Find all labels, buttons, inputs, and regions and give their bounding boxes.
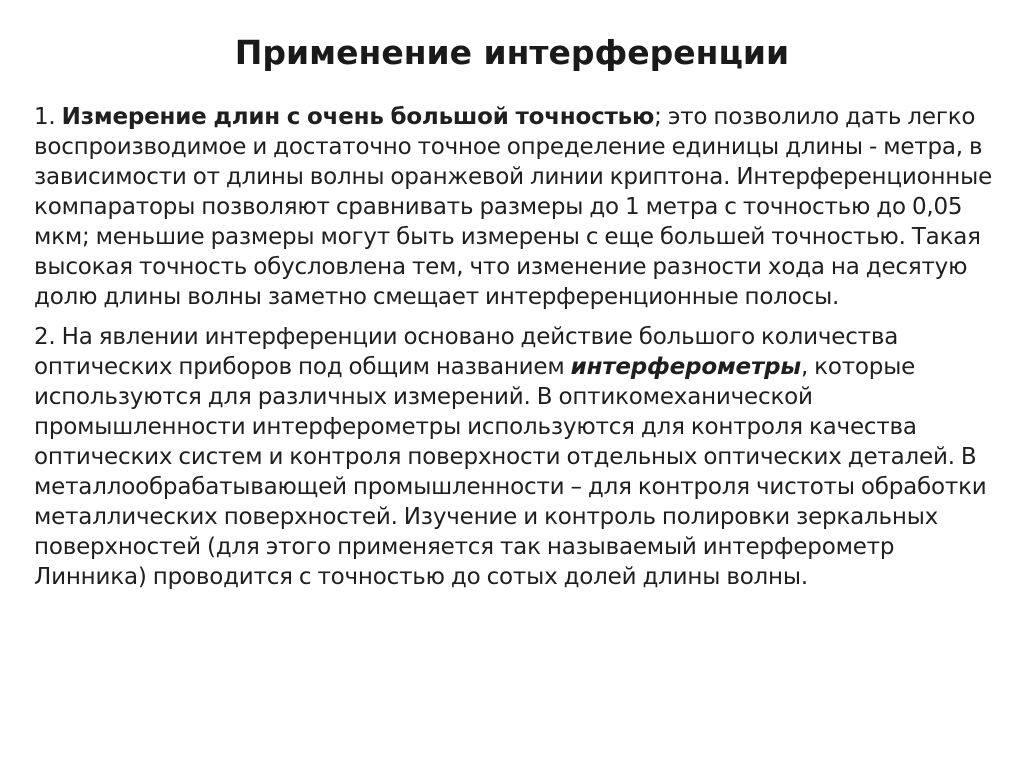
slide-body [34,102,994,602]
paragraph-2-text-after: , которые используются для различных измерений. В оптикомеханической промышленности интерферометры используются для контроля качества оптических систем и контроля поверхности отдельных оптических деталей. В металлообрабатывающей промышленности – для контроля чистоты обработки металлических поверхностей. Изучение и контроль полировки зеркальных поверхностей (для этого применяется так называемый интерферометр Линника) проводится с точностью до сотых долей длины волны. [34,354,987,590]
paragraph-1-text: ; это позволило дать легко воспроизводимое и достаточно точное определение единицы длины - метра, в зависимости от длины волны оранжевой линии криптона. Интерференционные компараторы позволяют сравнивать размеры до 1 метра с точностью до 0,05 мкм; меньшие размеры могут быть измерены с еще большей точностью. Такая высокая точность обусловлена тем, что изменение разности хода на десятую долю длины волны заметно смещает интерференционные полосы. [34,104,993,310]
paragraph-1-bold-lead: Измерение длин с очень большой точностью [61,104,655,130]
paragraph-2-text-before: На явлении интерференции основано действие большого количества оптических приборов под общим названием [34,324,899,380]
paragraph-1-number: 1. [34,104,56,130]
paragraph-1 [34,102,994,312]
paragraph-2-term: интерферометры [570,354,801,380]
paragraph-2-number: 2. [34,324,56,350]
slide-title: Применение интерференции [234,33,790,72]
paragraph-2 [34,322,994,592]
